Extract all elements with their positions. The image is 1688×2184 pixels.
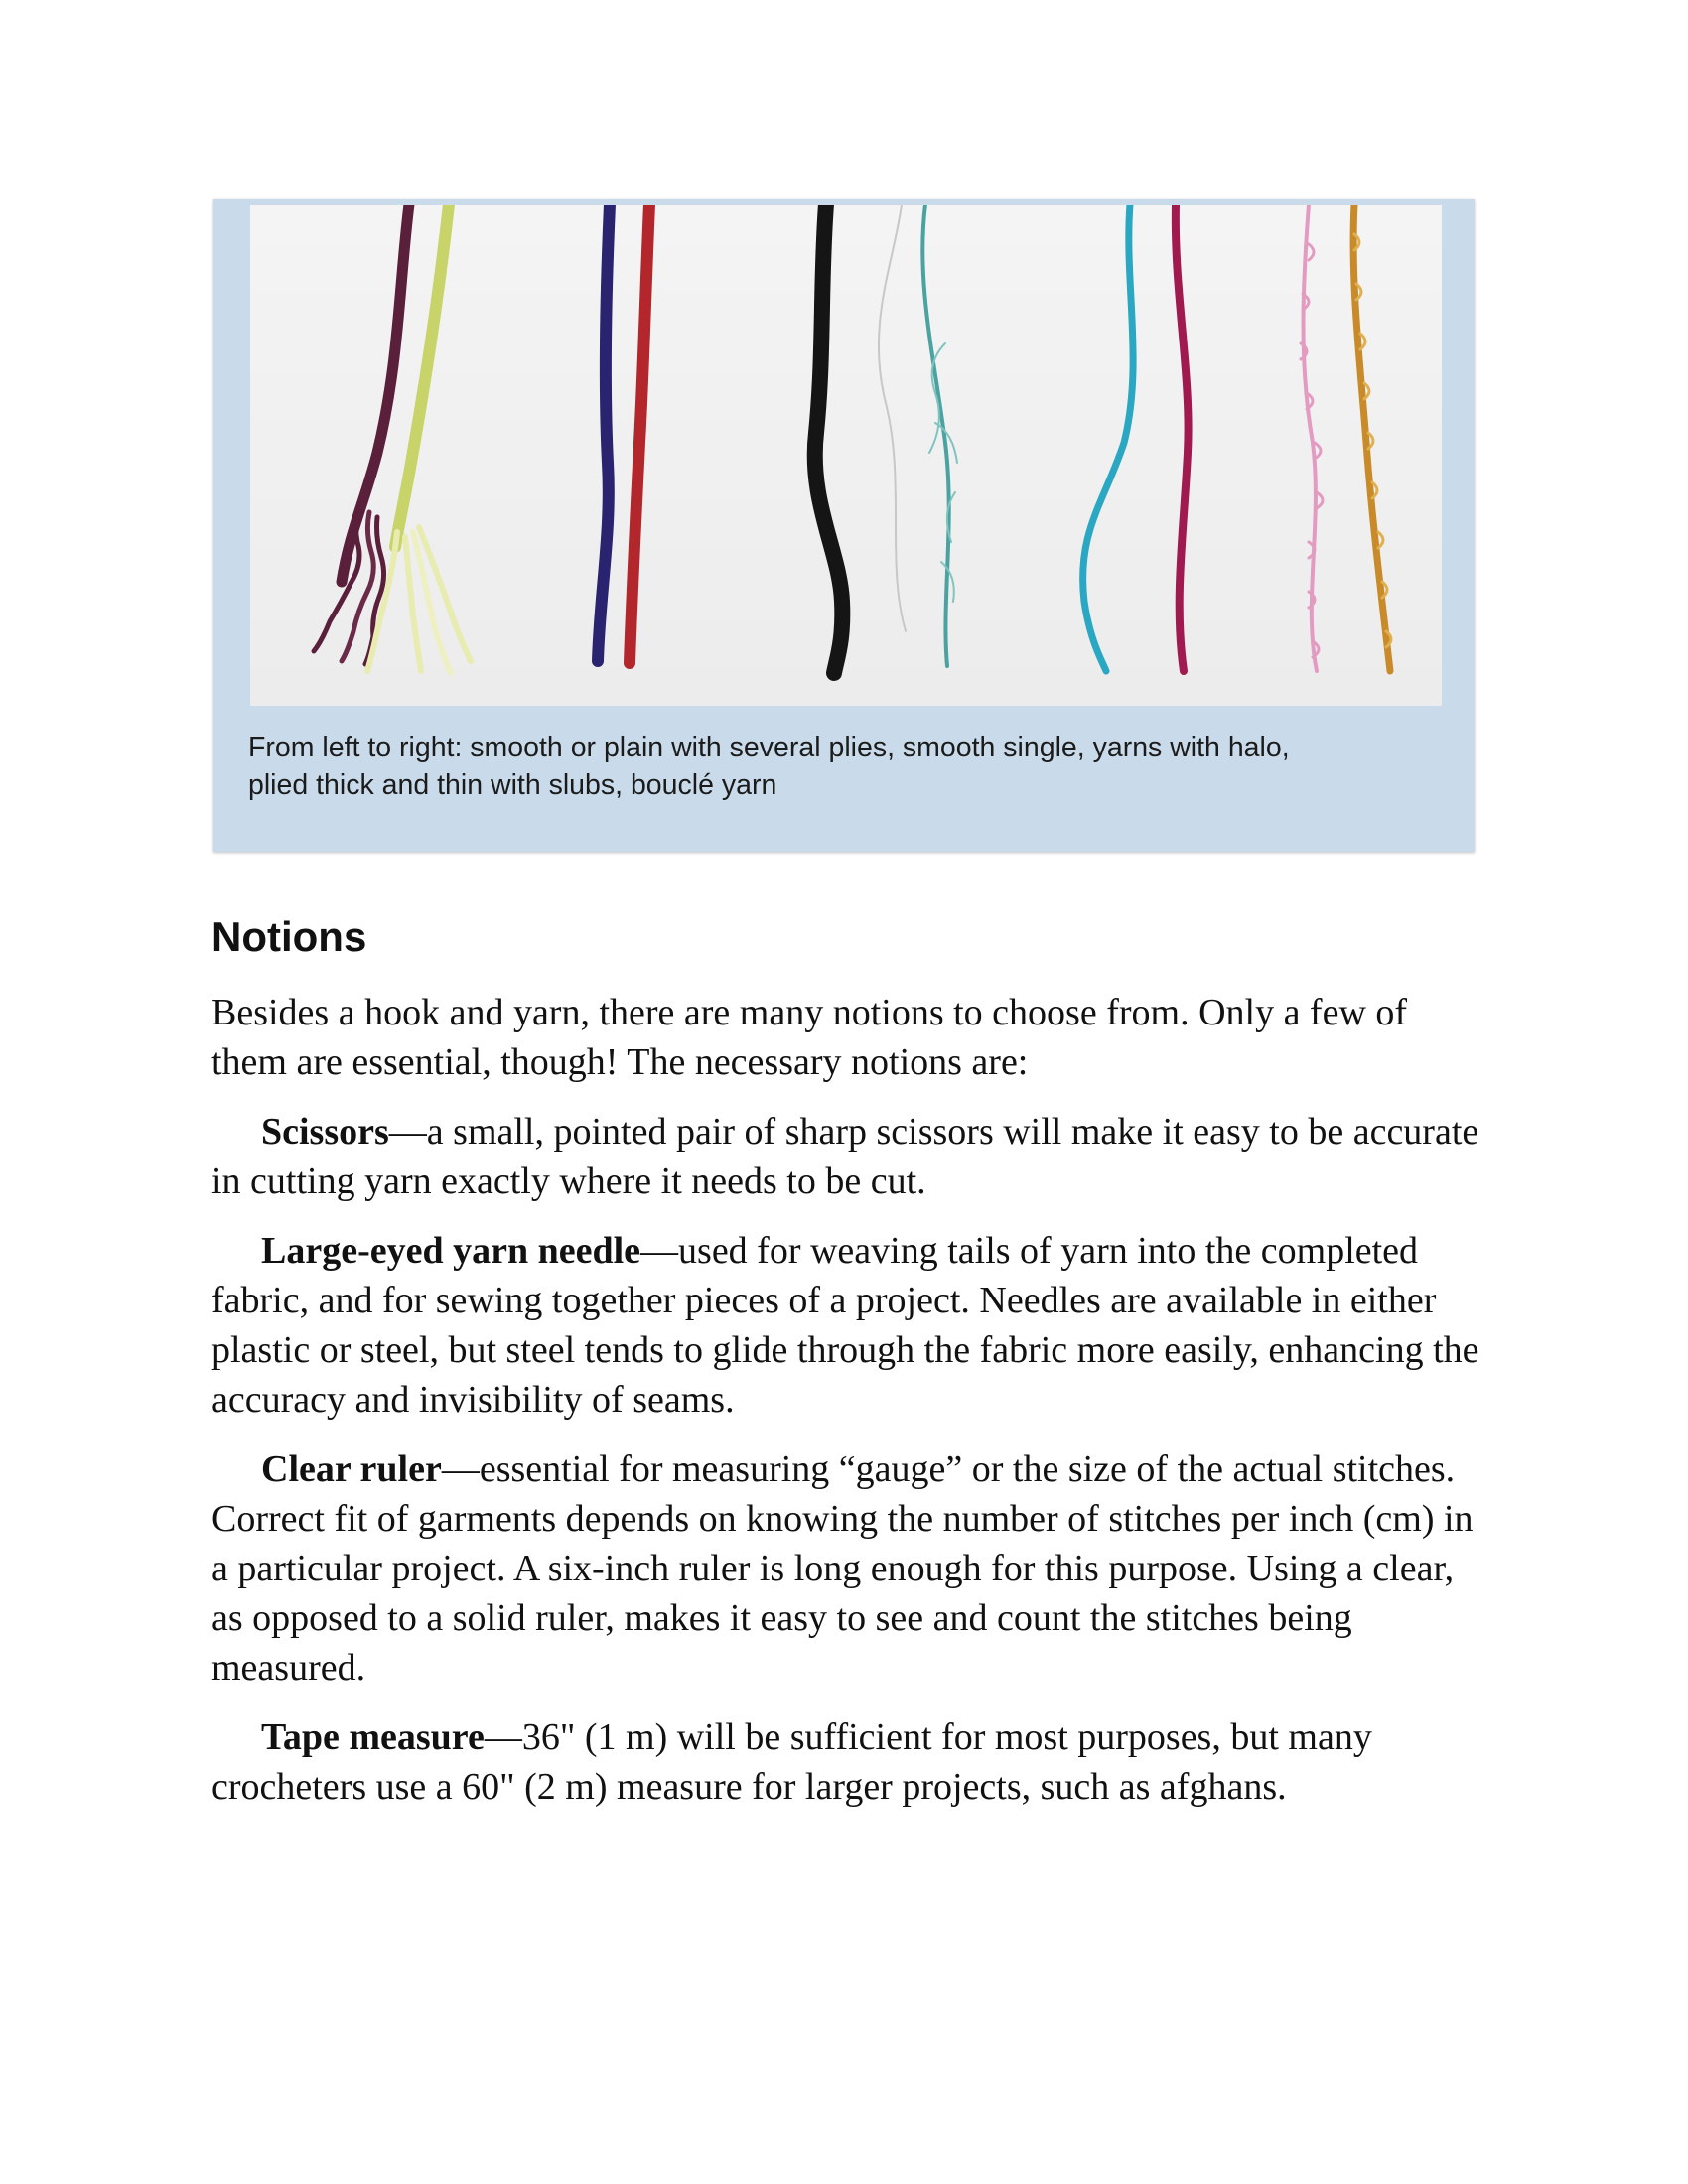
notion-term: Scissors: [261, 1111, 389, 1153]
yarn-strand: [815, 205, 843, 673]
yarn-halo: [929, 343, 957, 602]
yarn-illustration: [250, 205, 1442, 706]
figure-box: [213, 199, 1475, 852]
notion-term: Tape measure: [261, 1716, 485, 1758]
notion-description: —a small, pointed pair of sharp scissors will make it easy to be accurate in cutting yarn exactly where it needs to be cut.: [211, 1111, 1479, 1202]
notion-description: —36" (1 m) will be sufficient for most purposes, but many crocheters use a 60" (2 m) measure for larger projects, such as afghans.: [211, 1716, 1372, 1808]
yarn-strand: [879, 205, 906, 631]
figure-caption: [248, 729, 1450, 804]
yarn-strand: [1083, 205, 1134, 671]
intro-paragraph: Besides a hook and yarn, there are many notions to choose from. Only a few of them are essential, though! The necessary notions are:: [211, 992, 1408, 1083]
notion-clear-ruler: [211, 1444, 1482, 1693]
yarn-strand: [1176, 205, 1189, 671]
notion-tape-measure: [211, 1712, 1482, 1812]
yarn-loops: [1354, 234, 1391, 647]
notion-term: Large-eyed yarn needle: [261, 1230, 641, 1272]
yarn-types-photo: [250, 205, 1442, 706]
notion-description: —used for weaving tails of yarn into the completed fabric, and for sewing together pieces of a project. Needles are available in either plastic or steel, but steel tends to glide through the fabric more easily, enhancing the accuracy and invisibility of seams.: [211, 1230, 1479, 1421]
notion-description: —essential for measuring “gauge” or the size of the actual stitches. Correct fit of garments depends on knowing the number of stitches per inch (cm) in a particular project. A six-inch ruler is long enough for this purpose. Using a clear, as opposed to a solid ruler, makes it easy to see and count the stitches being measured.: [211, 1448, 1474, 1689]
caption-line-2: plied thick and thin with slubs, bouclé yarn: [248, 769, 777, 801]
notion-term: Clear ruler: [261, 1448, 442, 1490]
yarn-strand: [598, 205, 610, 661]
caption-line-1: From left to right: smooth or plain with several plies, smooth single, yarns with halo,: [248, 732, 1290, 763]
yarn-strand: [630, 205, 649, 663]
section-body: [211, 988, 1482, 1832]
section-heading: Notions: [211, 913, 367, 960]
notion-scissors: [211, 1107, 1482, 1206]
notion-yarn-needle: [211, 1226, 1482, 1425]
